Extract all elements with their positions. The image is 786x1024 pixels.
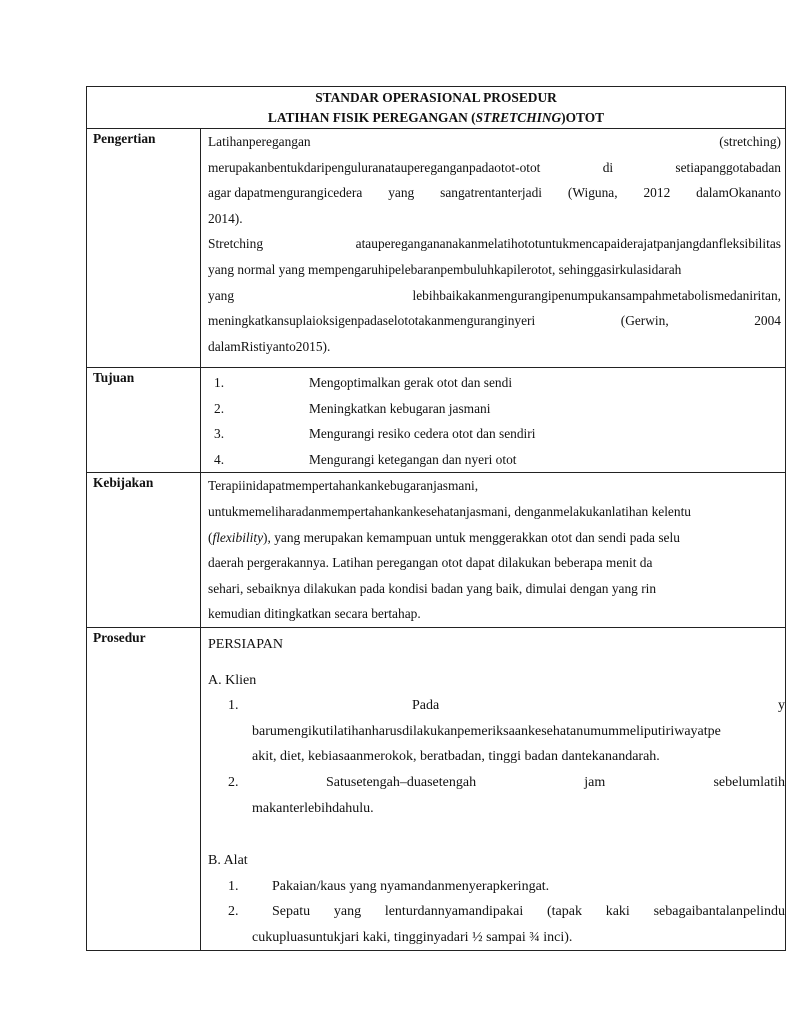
list-word: (tapak [546,904,582,920]
tujuan-item-text: Mengoptimalkan gerak otot dan sendi [309,375,513,390]
list-word: sebelumlatih [713,774,785,790]
prosedur-body [201,627,786,951]
klien-title: A. Klien [208,672,257,688]
pengertian-row [87,129,786,368]
klien-item-1-cont: akit, diet, kebiasaanmerokok, beratbadan, tinggi badan dantekanandarah. [252,749,660,765]
pengertian-word: yang normal yang mempengaruhipelebaranpembuluhkapilerotot, sehinggasirkulasidarah [208,261,682,277]
list-word: lenturdannyamandipakai [384,904,524,920]
pengertian-word: Latihanperegangan [208,134,311,149]
pengertian-word: agar dapatmengurangicedera [208,185,363,201]
prosedur-label: Prosedur [87,627,201,951]
list-word: yang [333,904,362,920]
pengertian-line [208,334,781,360]
klien-item-1-cont: barumengikutilatihanharusdilakukanpemeriksaankesehatanumummeliputiriwayatpe [252,723,721,739]
list-word: jam [584,774,606,790]
klien-item-2: 2. Satusetengah–duasetengah jam sebelumlatih [208,770,785,796]
title-line1: STANDAR OPERASIONAL PROSEDUR [315,90,557,105]
pengertian-word: setiapanggotabadan [675,159,781,175]
pengertian-body [201,129,786,368]
pengertian-word: yang [388,185,415,201]
sop-table [86,86,786,951]
list-word: sebagaibantalanpelindu [653,904,785,920]
pengertian-line [208,129,781,155]
kebijakan-line: (flexibility), yang merupakan kemampuan untuk menggerakkan otot dan sendi pada selu [208,529,680,545]
pengertian-word: (Gerwin, [620,313,669,329]
kebijakan-row [87,473,786,628]
prosedur-row [87,627,786,951]
pengertian-line [208,155,781,181]
title-line2: LATIHAN FISIK PEREGANGAN (STRETCHING)OTOT [267,110,605,125]
pengertian-word: dalamOkananto [696,185,781,201]
alat-item-2: 2. Sepatu yang lenturdannyamandipakai (tapak kaki sebagaibantalanpelindu [208,899,785,925]
pengertian-word: dalamRistiyanto2015). [208,338,331,354]
pengertian-line [208,308,781,334]
alat-item-2-cont: cukupluasuntukjari kaki, tingginyadari ½ sampai ¾ inci). [252,929,573,945]
persiapan-heading: PERSIAPAN [208,636,283,652]
title-row [87,87,786,129]
list-word: Satusetengah–duasetengah [326,774,477,790]
tujuan-item-number: 2. [214,400,225,416]
kebijakan-line: sehari, sebaiknya dilakukan pada kondisi badan yang baik, dimulai dengan yang rin [208,580,657,596]
tujuan-item-number: 1. [214,375,225,390]
tujuan-item-number: 4. [214,451,225,467]
pengertian-line [208,180,781,206]
list-word: Sepatu [272,904,311,920]
list-word: y [778,698,785,714]
tujuan-item [208,447,785,473]
tujuan-item-text: Mengurangi resiko cedera otot dan sendiri [309,426,536,442]
tujuan-item [208,421,785,447]
pengertian-word: 2014). [208,210,243,226]
tujuan-body [201,368,786,473]
pengertian-line [208,231,781,257]
pengertian-label: Pengertian [87,129,201,368]
tujuan-row [87,368,786,473]
kebijakan-line: kemudian ditingkatkan secara bertahap. [208,606,421,622]
kebijakan-line: Terapiinidapatmempertahankankebugaranjasmani, [208,478,479,494]
pengertian-word: meningkatkansuplaioksigenpadaselototakanmenguranginyeri [208,313,536,329]
tujuan-item-text: Mengurangi ketegangan dan nyeri otot [309,451,517,467]
kebijakan-line: daerah pergerakannya. Latihan peregangan otot dapat dilakukan beberapa menit da [208,555,653,571]
pengertian-line [208,257,781,283]
tujuan-item [208,396,785,422]
pengertian-word: atauperegangananakanmelatihototuntukmencapaiderajatpanjangdanfleksibilitas [355,236,781,252]
list-word: kaki [605,904,630,920]
kebijakan-line: untukmemeliharadanmempertahankankesehatanjasmani, denganmelakukanlatihan kelentu [208,503,691,519]
list-word: Pada [412,698,440,714]
pengertian-word: 2004 [754,313,781,329]
alat-item-1: 1. Pakaian/kaus yang nyamandanmenyerapkeringat. [228,878,550,894]
kebijakan-label: Kebijakan [87,473,201,628]
pengertian-word: (Wiguna, [567,185,618,201]
tujuan-label: Tujuan [87,368,201,473]
pengertian-word: Stretching [208,236,264,252]
tujuan-item-number: 3. [214,426,225,442]
pengertian-word: lebihbaikakanmengurangipenumpukansampahmetabolismedaniritan, [412,287,781,303]
klien-item-1: 1. Pada y [208,693,785,719]
title-cell [87,87,786,129]
alat-title: B. Alat [208,853,248,869]
pengertian-line [208,206,781,232]
pengertian-word: di [602,159,614,175]
pengertian-word: sangatrentanterjadi [440,185,542,201]
tujuan-item-text: Meningkatkan kebugaran jasmani [309,400,491,416]
pengertian-text [208,129,785,359]
tujuan-item [208,370,785,396]
tujuan-list [208,370,785,472]
kebijakan-body [201,473,786,628]
pengertian-word: merupakanbentukdaripenguluranataupereganganpadaotot-otot [208,159,541,175]
klien-item-2-cont: makanterlebihdahulu. [252,800,374,816]
pengertian-word: 2012 [643,185,671,201]
pengertian-word: (stretching) [719,134,781,149]
pengertian-word: yang [208,287,235,303]
pengertian-line [208,283,781,309]
